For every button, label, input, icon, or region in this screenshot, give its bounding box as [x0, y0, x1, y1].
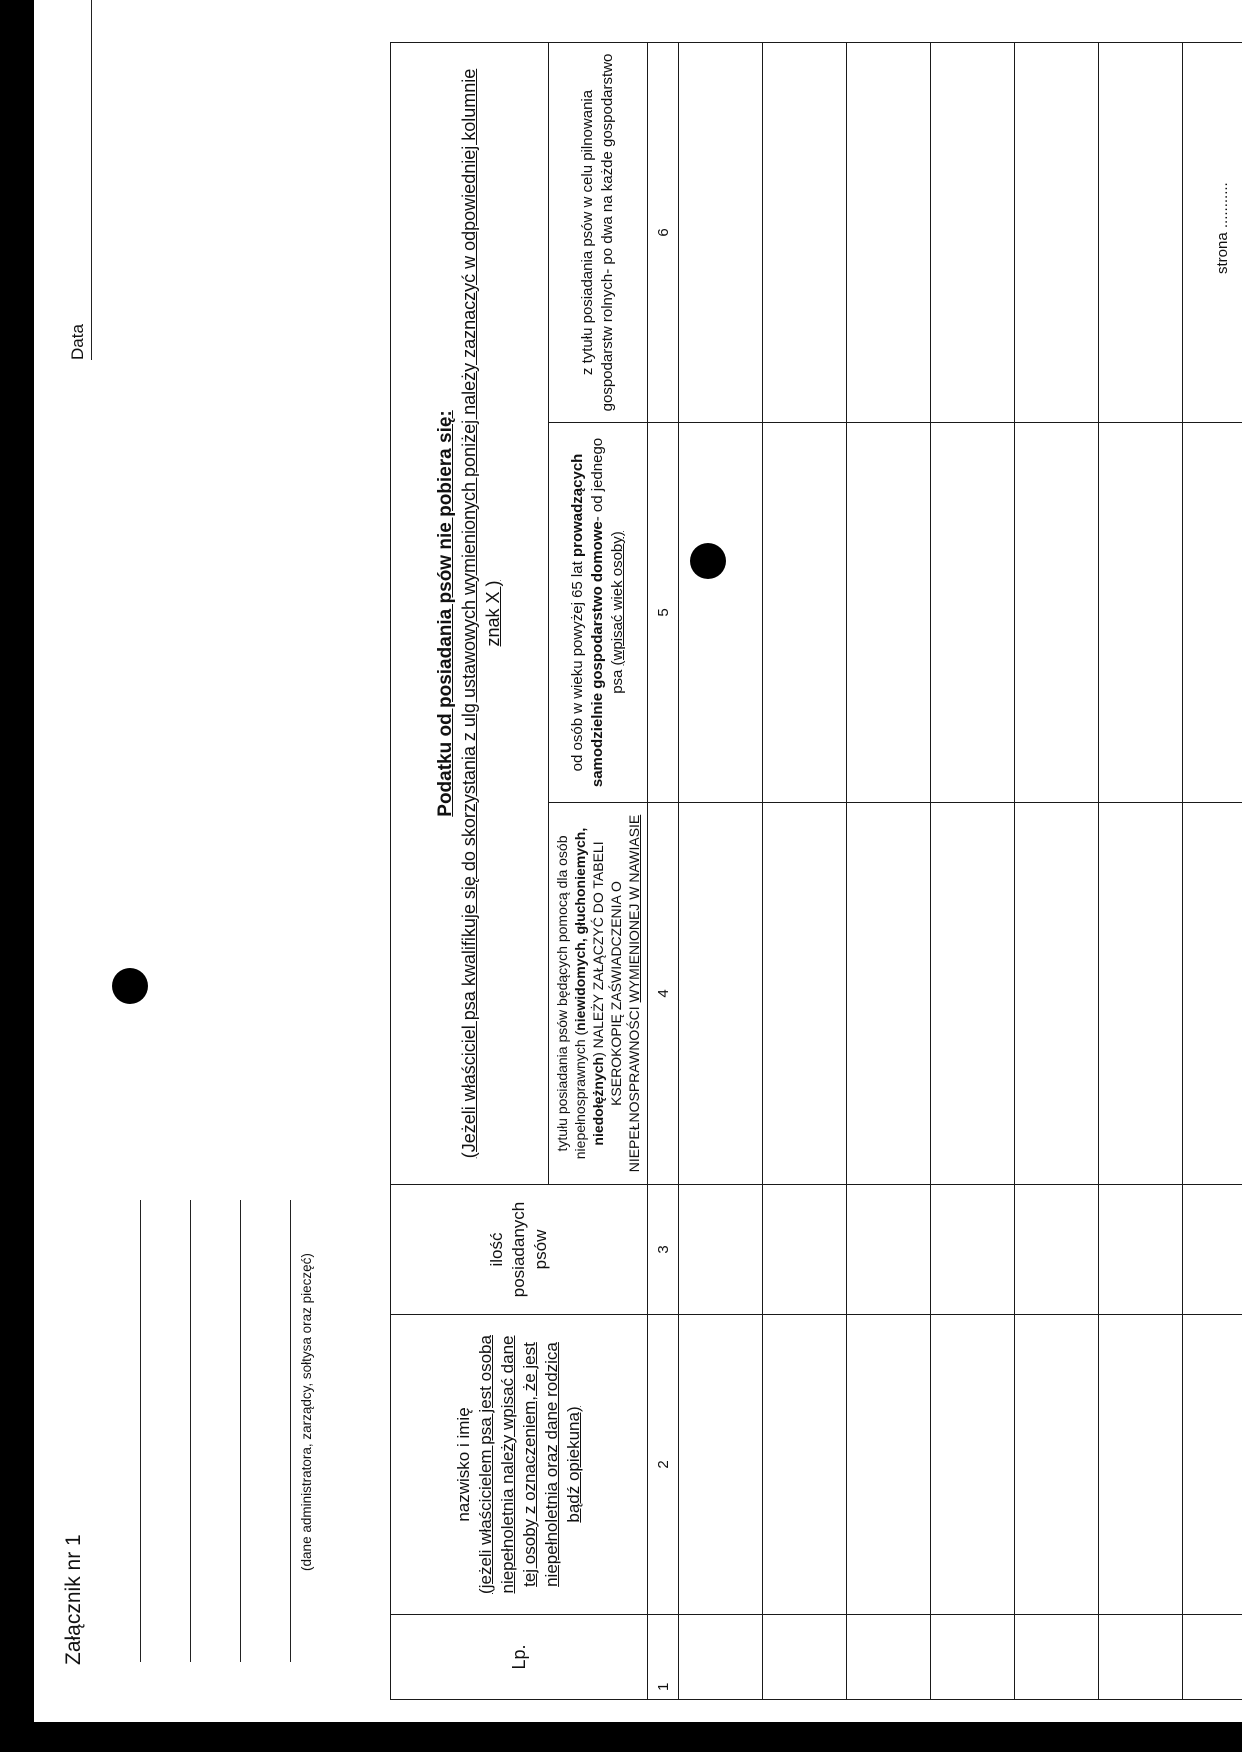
col5-underlined: (wpisać wiek osoby) — [609, 531, 626, 666]
table-cell[interactable] — [847, 1615, 931, 1700]
table-cell[interactable] — [1099, 423, 1183, 803]
header-lp: Lp. — [391, 1615, 648, 1700]
table-row — [1183, 42, 1242, 1699]
dog-tax-table — [390, 42, 1242, 1700]
table-cell[interactable] — [679, 803, 763, 1185]
col5-text-2: - od jednego psa — [589, 437, 626, 694]
header-col6: z tytułu posiadania psów w celu pilnowania gospodarstw rolnych- po dwa na każde gospodarstwo — [549, 42, 648, 422]
col4-bold: niewidomych, głuchoniemych, niedołężnych — [572, 827, 606, 1146]
table-cell[interactable] — [1099, 803, 1183, 1185]
table-cell[interactable] — [1015, 42, 1099, 422]
column-number-row — [648, 42, 679, 1699]
table-cell[interactable] — [1015, 1315, 1099, 1615]
table-cell[interactable] — [1183, 423, 1242, 803]
exemption-title: Podatku od posiadania psów nie pobiera się: — [434, 410, 456, 817]
col5-bold: prowadzących samodzielnie gospodarstwo domowe — [569, 453, 606, 788]
table-cell[interactable] — [1183, 803, 1242, 1185]
table-cell[interactable] — [763, 1185, 847, 1315]
header-quantity: ilość posiadanych psów — [391, 1185, 648, 1315]
table-cell[interactable] — [847, 1185, 931, 1315]
table-cell[interactable] — [1099, 1615, 1183, 1700]
table-cell[interactable] — [1015, 423, 1099, 803]
table-cell[interactable] — [847, 42, 931, 422]
col4-text-2: ) NALEŻY ZAŁĄCZYĆ DO TABELI KSEROKOPIĘ ZAŚWIADCZENIA O NIEPEŁNOSPRAWNOŚCI — [590, 841, 642, 1173]
table-cell[interactable] — [1099, 1315, 1183, 1615]
table-cell[interactable] — [931, 803, 1015, 1185]
admin-line-3 — [240, 1200, 241, 1662]
table-row — [1015, 42, 1099, 1699]
exemption-subtitle: (Jeżeli właściciel psa kwalifikuje się do skorzystania z ulg ustawowych wymienionych poniżej należy zaznaczyć w odpowiedniej kolumnie znak X ) — [458, 68, 503, 1159]
table-cell[interactable] — [763, 423, 847, 803]
col-number-1: 1 — [648, 1615, 679, 1700]
header-name-note: (jeżeli właścicielem psa jest osoba niepełnoletnia należy wpisać dane tej osoby z oznaczeniem, że jest niepełnoletnia oraz dane rodzica bądź opiekuna) — [476, 1335, 583, 1594]
col-number-6: 6 — [648, 42, 679, 422]
table-cell[interactable] — [931, 1615, 1015, 1700]
col-number-2: 2 — [648, 1315, 679, 1615]
table-cell[interactable] — [763, 42, 847, 422]
table-row — [1099, 42, 1183, 1699]
table-row — [847, 42, 931, 1699]
date-label: Data — [68, 0, 92, 360]
table-cell[interactable] — [1015, 803, 1099, 1185]
header-name-main: nazwisko i imię — [454, 1407, 473, 1522]
col5-text-1: od osób w wieku powyżej 65 lat — [569, 557, 586, 772]
table-row — [931, 42, 1015, 1699]
table-cell[interactable] — [679, 1615, 763, 1700]
col-number-3: 3 — [648, 1185, 679, 1315]
table-cell[interactable] — [1099, 1185, 1183, 1315]
table-cell[interactable] — [931, 1315, 1015, 1615]
header-row-1 — [391, 42, 549, 1699]
col4-text-1: tytułu posiadania psów będących pomocą dla osób niepełnosprawnych ( — [554, 835, 588, 1160]
header-name — [391, 1315, 648, 1615]
table-cell[interactable] — [1183, 1615, 1242, 1700]
table-cell[interactable] — [679, 42, 763, 422]
table-row — [679, 42, 763, 1699]
admin-line-4 — [290, 1200, 291, 1662]
table-cell[interactable] — [1183, 1315, 1242, 1615]
table-cell[interactable] — [763, 803, 847, 1185]
table-cell[interactable] — [679, 1315, 763, 1615]
table-cell[interactable] — [763, 1315, 847, 1615]
page-number-label: strona ........... — [1214, 182, 1231, 274]
table-cell[interactable] — [1015, 1185, 1099, 1315]
table-body — [679, 42, 1242, 1699]
table-row — [763, 42, 847, 1699]
table-cell[interactable] — [847, 423, 931, 803]
table-cell[interactable] — [1015, 1615, 1099, 1700]
admin-line-2 — [190, 1200, 191, 1662]
table-cell[interactable] — [1183, 1185, 1242, 1315]
admin-line-1 — [140, 1200, 141, 1662]
table-cell[interactable] — [931, 423, 1015, 803]
admin-caption: (dane administratora, zarządcy, sołtysa oraz pieczęć) — [299, 1253, 314, 1571]
header-col5 — [549, 423, 648, 803]
table-cell[interactable] — [1099, 42, 1183, 422]
header-col4 — [549, 803, 648, 1185]
table-cell[interactable] — [679, 1185, 763, 1315]
table-cell[interactable] — [847, 803, 931, 1185]
table-cell[interactable] — [847, 1315, 931, 1615]
table-cell[interactable] — [679, 423, 763, 803]
col-number-5: 5 — [648, 423, 679, 803]
col4-underlined: WYMIENIONEJ W NAWIASIE — [626, 814, 642, 1003]
table-cell[interactable] — [931, 42, 1015, 422]
col-number-4: 4 — [648, 803, 679, 1185]
table-cell[interactable] — [931, 1185, 1015, 1315]
table-cell[interactable] — [1183, 42, 1242, 422]
table-cell[interactable] — [763, 1615, 847, 1700]
header-exemption — [391, 42, 549, 1184]
attachment-label: Załącznik nr 1 — [62, 1534, 85, 1665]
